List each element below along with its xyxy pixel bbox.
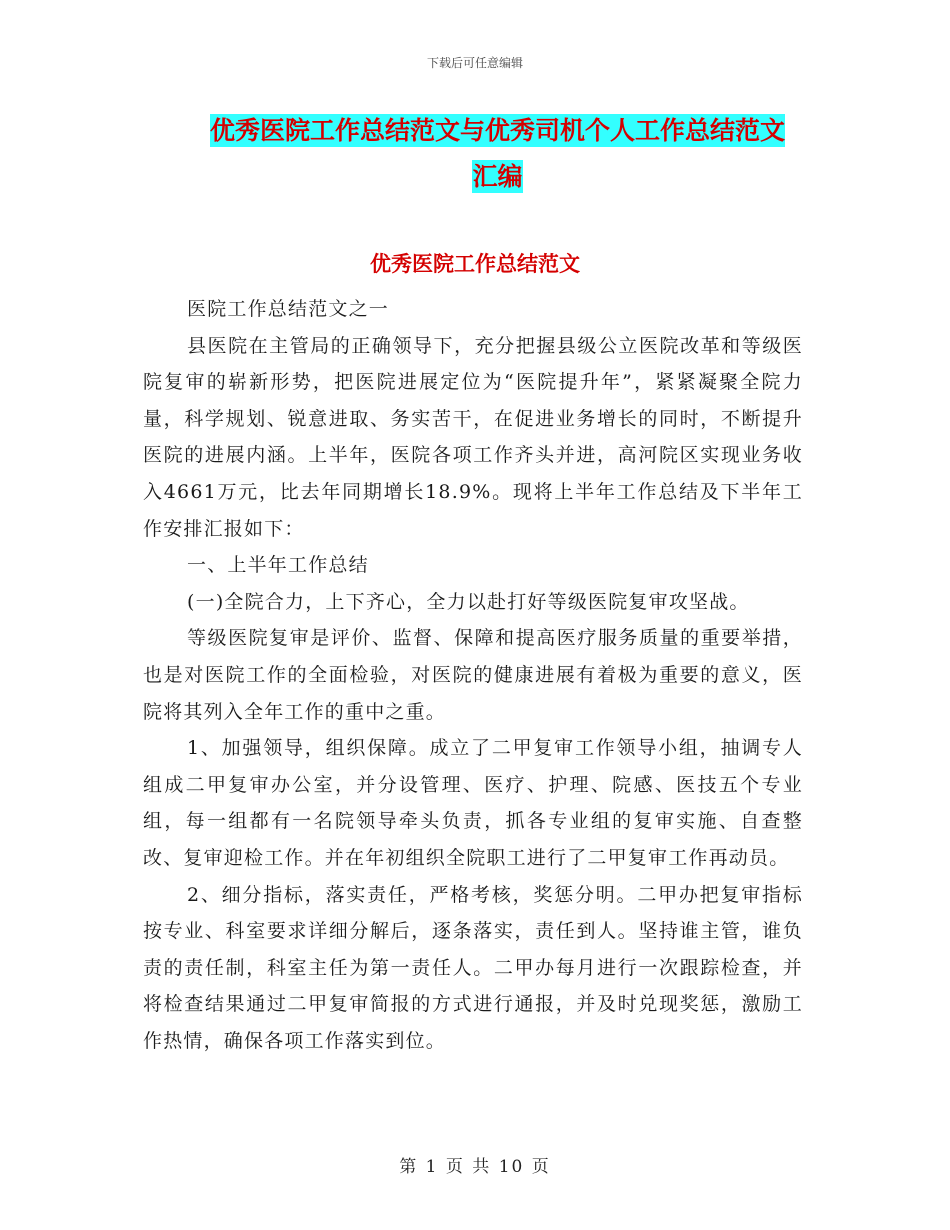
section-title: 优秀医院工作总结范文 [370, 252, 580, 276]
paragraph-heading-1: 一、上半年工作总结 [187, 554, 369, 577]
paragraph-subtitle: 医院工作总结范文之一 [187, 298, 390, 320]
document-body [143, 291, 803, 1059]
document-title-line-2: 汇编 [472, 162, 523, 191]
paragraph-review-importance: 等级医院复审是评价、监督、保障和提高医疗服务质量的重要举措，也是对医院工作的全面检验，对医院的健康进展有着极为重要的意义，医院将其列入全年工作的重中之重。 [143, 627, 803, 723]
header-note: 下载后可任意编辑 [426, 56, 523, 70]
page-footer: 第 1 页 共 10 页 [399, 1157, 551, 1177]
paragraph-intro: 县医院在主管局的正确领导下，充分把握县级公立医院改革和等级医院复审的崭新形势，把医院进展定位为“医院提升年”，紧紧凝聚全院力量，科学规划、锐意进取、务实苦干，在促进业务增长的同时，不断提升医院的进展内涵。上半年，医院各项工作齐头并进，高河院区实现业务收入4661万元，比去年同期增长18.9%。现将上半年工作总结及下半年工作安排汇报如下： [143, 334, 803, 540]
paragraph-subheading-1: (一)全院合力，上下齐心，全力以赴打好等级医院复审攻坚战。 [187, 590, 750, 613]
paragraph-item-2: 2、细分指标，落实责任，严格考核，奖惩分明。二甲办把复审指标按专业、科室要求详细分解后，逐条落实，责任到人。坚持谁主管，谁负责的责任制，科室主任为第一责任人。二甲办每月进行一次跟踪检查，并将检查结果通过二甲复审简报的方式进行通报，并及时兑现奖惩，激励工作热情，确保各项工作落实到位。 [143, 883, 803, 1052]
document-title [190, 108, 805, 200]
document-title-line-1: 优秀医院工作总结范文与优秀司机个人工作总结范文 [209, 116, 785, 145]
paragraph-item-1: 1、加强领导，组织保障。成立了二甲复审工作领导小组，抽调专人组成二甲复审办公室，并分设管理、医疗、护理、院感、医技五个专业组，每一组都有一名院领导牵头负责，抓各专业组的复审实施、自查整改、复审迎检工作。并在年初组织全院职工进行了二甲复审工作再动员。 [143, 737, 803, 869]
